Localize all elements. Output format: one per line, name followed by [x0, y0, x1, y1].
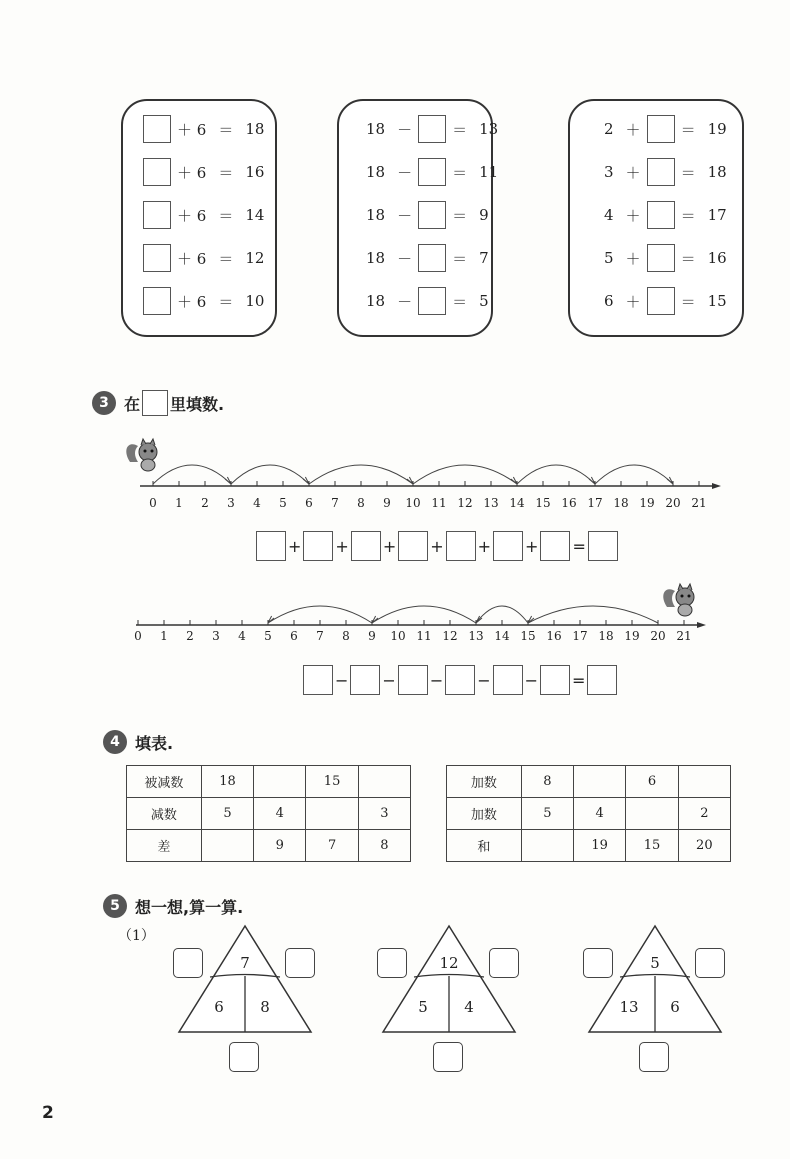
answer-box[interactable] [647, 158, 675, 186]
tick-label: 18 [613, 496, 629, 510]
number-line-1 [0, 430, 790, 515]
equation-row [598, 114, 733, 144]
table-cell: 8 [521, 766, 573, 798]
equation-row [143, 200, 270, 230]
equation-text: 18 [707, 163, 727, 181]
table-cell: 5 [201, 798, 253, 830]
jump-arc [153, 465, 231, 484]
equation-row [598, 157, 733, 187]
equation-text: ＝ [680, 292, 696, 311]
tick-label: 19 [624, 629, 640, 643]
triangle-number-top: 7 [240, 954, 250, 972]
table-cell: 20 [678, 830, 730, 862]
equation-text: ＋ [625, 206, 641, 225]
answer-box-right[interactable] [695, 948, 725, 978]
answer-box[interactable] [143, 201, 171, 229]
tick-label: 8 [342, 629, 350, 643]
row-header: 差 [127, 830, 202, 862]
table-cell: 19 [574, 830, 626, 862]
table-cell: 2 [678, 798, 730, 830]
equation-row [143, 114, 270, 144]
axis-arrow [697, 622, 706, 628]
equation-text: ＝ [452, 206, 468, 225]
tick-label: 20 [665, 496, 681, 510]
equation-row [143, 157, 270, 187]
equation-text: ＝ [680, 120, 696, 139]
chain-operator: − [382, 670, 396, 690]
tick-label: 8 [357, 496, 365, 510]
q4-header [103, 730, 173, 754]
equation-text: ＝ [218, 249, 234, 268]
equation-row [360, 157, 504, 187]
tick-label: 21 [691, 496, 707, 510]
chain-box[interactable] [350, 665, 380, 695]
answer-box[interactable] [143, 115, 171, 143]
equation-text: 18 [366, 206, 386, 224]
subtraction-chain [303, 665, 617, 695]
equation-text: ＝ [218, 206, 234, 225]
tick-label: 20 [650, 629, 666, 643]
tick-label: 16 [561, 496, 577, 510]
equation-text: 15 [707, 292, 727, 310]
squirrel-icon [126, 439, 157, 471]
jump-arrowhead [667, 477, 673, 484]
row-header: 被减数 [127, 766, 202, 798]
jump-arrowhead [589, 477, 595, 484]
chain-box[interactable] [446, 531, 476, 561]
table-cell: 15 [626, 830, 678, 862]
equation-text: － [397, 249, 413, 268]
equation-text: 9 [479, 206, 489, 224]
table-cell[interactable] [358, 766, 410, 798]
equation-text: 13 [479, 120, 499, 138]
equation-text: ＋ [625, 249, 641, 268]
number-line-2 [0, 580, 790, 650]
tick-label: 1 [175, 496, 183, 510]
equation-text: 16 [707, 249, 727, 267]
row-header: 和 [447, 830, 522, 862]
equation-text: ＝ [680, 163, 696, 182]
table-cell[interactable] [574, 766, 626, 798]
equation-row [143, 286, 270, 316]
equation-text: ＋ 6 [177, 120, 207, 139]
row-header: 加数 [447, 798, 522, 830]
answer-box[interactable] [418, 244, 446, 272]
equation-text: ＝ [680, 206, 696, 225]
addition-table [446, 765, 731, 862]
jump-arc [517, 465, 595, 484]
equation-row [143, 243, 270, 273]
equation-text: 3 [604, 163, 614, 181]
q3-number: 3 [92, 391, 116, 415]
table-cell: 18 [201, 766, 253, 798]
table-cell: 4 [254, 798, 306, 830]
table-cell: 15 [306, 766, 358, 798]
chain-operator: = [572, 536, 586, 556]
chain-box[interactable] [398, 531, 428, 561]
chain-box[interactable] [587, 665, 617, 695]
equation-text: 18 [366, 120, 386, 138]
equation-text: ＝ [452, 249, 468, 268]
tick-label: 3 [227, 496, 235, 510]
tick-label: 2 [201, 496, 209, 510]
answer-box-left[interactable] [173, 948, 203, 978]
table-cell: 8 [358, 830, 410, 862]
triangle-shape [381, 924, 521, 1034]
q3-header [92, 390, 224, 416]
equation-text: 16 [245, 163, 265, 181]
equation-text: ＋ [625, 120, 641, 139]
chain-box[interactable] [256, 531, 286, 561]
table-cell: 5 [521, 798, 573, 830]
equation-text: ＝ [452, 292, 468, 311]
chain-operator: = [572, 670, 586, 690]
equation-text: － [397, 120, 413, 139]
tick-label: 21 [676, 629, 692, 643]
tick-label: 7 [316, 629, 324, 643]
tick-label: 5 [279, 496, 287, 510]
equation-text: 5 [479, 292, 489, 310]
equation-text: ＋ [625, 292, 641, 311]
chain-operator: − [335, 670, 349, 690]
tick-label: 0 [134, 629, 142, 643]
equation-text: ＝ [452, 120, 468, 139]
axis-arrow [712, 483, 721, 489]
equation-text: 6 [604, 292, 614, 310]
answer-box-left[interactable] [377, 948, 407, 978]
chain-box[interactable] [540, 531, 570, 561]
tick-label: 13 [483, 496, 499, 510]
answer-box-right[interactable] [489, 948, 519, 978]
answer-box[interactable] [143, 158, 171, 186]
equation-row [360, 286, 495, 316]
table-cell: 7 [306, 830, 358, 862]
equation-text: － [397, 292, 413, 311]
equation-text: 10 [245, 292, 265, 310]
equation-text: 18 [366, 292, 386, 310]
q3-title-post: 里填数. [170, 394, 225, 414]
tick-label: 1 [160, 629, 168, 643]
tick-label: 0 [149, 496, 157, 510]
table-row [447, 798, 731, 830]
table-row [127, 798, 411, 830]
chain-operator: − [524, 670, 539, 690]
equation-text: 2 [604, 120, 614, 138]
row-header: 加数 [447, 766, 522, 798]
answer-box[interactable] [418, 287, 446, 315]
answer-box[interactable] [647, 244, 675, 272]
q5-number: 5 [103, 894, 127, 918]
tick-label: 7 [331, 496, 339, 510]
table-cell: 3 [358, 798, 410, 830]
row-header: 减数 [127, 798, 202, 830]
equation-text: ＝ [218, 120, 234, 139]
chain-box[interactable] [493, 531, 523, 561]
table-cell[interactable] [254, 766, 306, 798]
answer-box-left[interactable] [583, 948, 613, 978]
addition-chain [256, 531, 618, 561]
chain-box[interactable] [493, 665, 523, 695]
tick-label: 19 [639, 496, 655, 510]
chain-operator: + [525, 536, 539, 556]
q4-title: 填表. [135, 733, 174, 753]
equation-text: － [397, 206, 413, 225]
triangle-number-right: 8 [260, 998, 270, 1016]
answer-box[interactable] [418, 115, 446, 143]
tick-label: 10 [405, 496, 421, 510]
equation-text: ＝ [680, 249, 696, 268]
equation-row [598, 286, 733, 316]
chain-operator: + [430, 536, 444, 556]
tick-label: 17 [572, 629, 588, 643]
equation-text: 19 [707, 120, 727, 138]
answer-box-bottom[interactable] [639, 1042, 669, 1072]
table-cell: 9 [254, 830, 306, 862]
equation-text: ＋ 6 [177, 249, 207, 268]
tick-label: 18 [598, 629, 614, 643]
chain-box[interactable] [303, 665, 333, 695]
tick-label: 11 [431, 496, 447, 510]
equation-text: 18 [366, 249, 386, 267]
chain-operator: + [477, 536, 492, 556]
tick-label: 5 [264, 629, 272, 643]
subtraction-table [126, 765, 411, 862]
tick-label: 3 [212, 629, 220, 643]
chain-operator: − [477, 670, 491, 690]
equation-text: － [397, 163, 413, 182]
equation-row [360, 114, 504, 144]
jump-arc [231, 465, 309, 484]
answer-box[interactable] [418, 158, 446, 186]
triangle-shape [177, 924, 317, 1034]
table-cell: 6 [626, 766, 678, 798]
triangle-number-left: 13 [619, 998, 639, 1016]
equation-text: 17 [707, 206, 727, 224]
tick-label: 6 [290, 629, 298, 643]
q5-title: 想一想,算一算. [135, 897, 244, 917]
answer-box[interactable] [143, 244, 171, 272]
equation-text: ＝ [218, 292, 234, 311]
equation-text: 12 [245, 249, 265, 267]
equation-text: ＋ 6 [177, 292, 207, 311]
equation-text: 18 [245, 120, 265, 138]
table-cell[interactable] [678, 766, 730, 798]
q5-subnumber: （1） [118, 928, 155, 944]
page-number: 2 [42, 1103, 54, 1123]
equation-text: ＋ [625, 163, 641, 182]
squirrel-icon [663, 584, 694, 616]
tick-label: 14 [494, 629, 510, 643]
table-cell[interactable] [306, 798, 358, 830]
answer-box[interactable] [647, 287, 675, 315]
tick-label: 4 [253, 496, 261, 510]
answer-box[interactable] [647, 115, 675, 143]
equation-text: ＋ 6 [177, 206, 207, 225]
tick-label: 15 [520, 629, 536, 643]
answer-box[interactable] [418, 201, 446, 229]
tick-label: 12 [457, 496, 473, 510]
equation-row [598, 200, 733, 230]
equation-text: 14 [245, 206, 265, 224]
triangle-shape [587, 924, 727, 1034]
tick-label: 12 [442, 629, 458, 643]
equation-text: ＝ [218, 163, 234, 182]
q3-title-pre: 在 [124, 394, 141, 414]
tick-label: 10 [390, 629, 406, 643]
chain-operator: + [382, 536, 397, 556]
table-row [447, 830, 731, 862]
table-row [127, 830, 411, 862]
equation-text: 18 [366, 163, 386, 181]
tick-label: 9 [368, 629, 376, 643]
tick-label: 2 [186, 629, 194, 643]
answer-box-bottom[interactable] [433, 1042, 463, 1072]
table-cell: 4 [574, 798, 626, 830]
table-row [127, 766, 411, 798]
tick-label: 11 [416, 629, 432, 643]
answer-box[interactable] [647, 201, 675, 229]
equation-row [360, 200, 495, 230]
jump-arc [528, 606, 658, 623]
q4-number: 4 [103, 730, 127, 754]
tick-label: 15 [535, 496, 551, 510]
q3-title-box [142, 390, 168, 416]
answer-box[interactable] [143, 287, 171, 315]
jump-arc [595, 465, 673, 484]
chain-box[interactable] [445, 665, 475, 695]
answer-box-bottom[interactable] [229, 1042, 259, 1072]
tick-label: 14 [509, 496, 525, 510]
triangle-number-top: 12 [439, 954, 459, 972]
equation-text: 5 [604, 249, 614, 267]
answer-box-right[interactable] [285, 948, 315, 978]
chain-operator: + [335, 536, 349, 556]
chain-box[interactable] [351, 531, 381, 561]
jump-arrowhead [303, 477, 309, 484]
chain-box[interactable] [303, 531, 333, 561]
chain-operator: − [429, 670, 444, 690]
table-cell[interactable] [626, 798, 678, 830]
triangle-number-right: 4 [464, 998, 474, 1016]
triangle-number-left: 6 [214, 998, 224, 1016]
equation-text: 4 [604, 206, 614, 224]
table-cell[interactable] [201, 830, 253, 862]
tick-label: 13 [468, 629, 484, 643]
tick-label: 4 [238, 629, 246, 643]
tick-label: 9 [383, 496, 391, 510]
equation-text: 7 [479, 249, 489, 267]
chain-box[interactable] [398, 665, 428, 695]
equation-text: ＋ 6 [177, 163, 207, 182]
equation-text: ＝ [452, 163, 468, 182]
q5-header [103, 894, 243, 918]
triangle-number-right: 6 [670, 998, 680, 1016]
triangle-number-left: 5 [418, 998, 428, 1016]
equation-row [360, 243, 495, 273]
tick-label: 16 [546, 629, 562, 643]
table-cell[interactable] [521, 830, 573, 862]
equation-row [598, 243, 733, 273]
chain-box[interactable] [588, 531, 618, 561]
triangle-number-top: 5 [650, 954, 660, 972]
table-row [447, 766, 731, 798]
tick-label: 6 [305, 496, 313, 510]
tick-label: 17 [587, 496, 603, 510]
chain-operator: + [288, 536, 302, 556]
jump-arrowhead [225, 477, 231, 484]
chain-box[interactable] [540, 665, 570, 695]
equation-text: 11 [479, 163, 499, 181]
